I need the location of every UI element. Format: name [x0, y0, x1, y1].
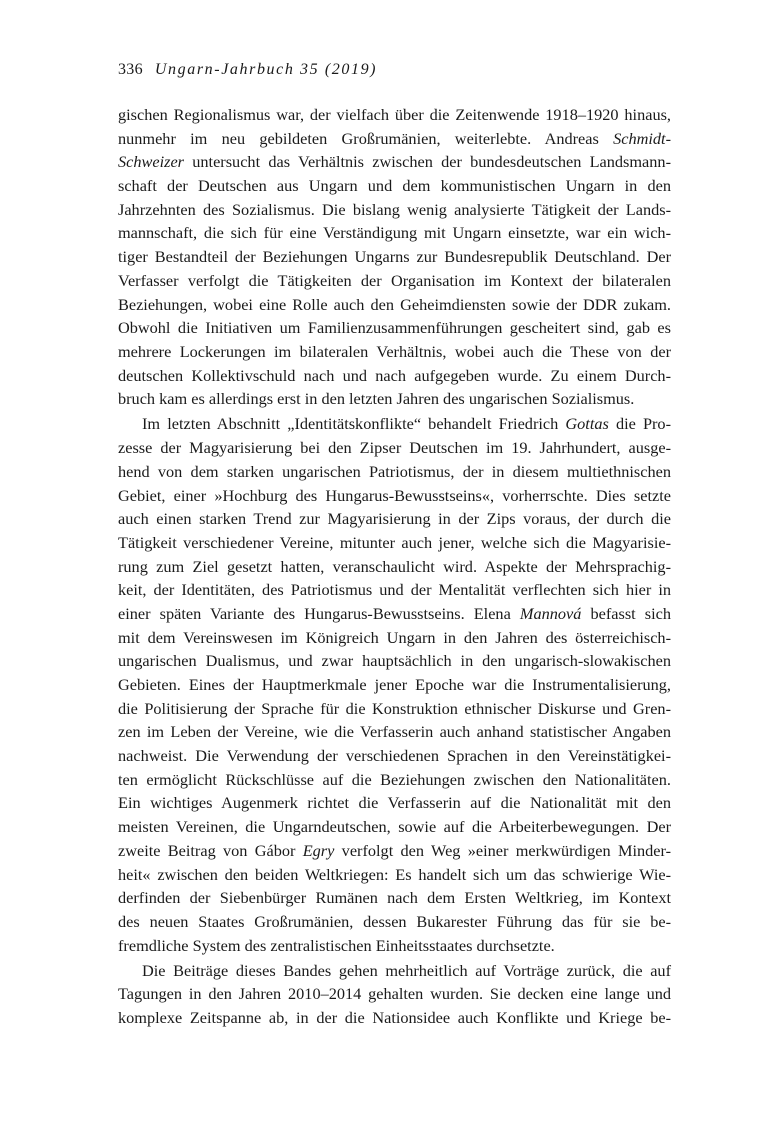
text-line: ten ermöglicht Rückschlüsse auf die Beziehungen zwischen den Nationalitäten.	[118, 769, 671, 789]
text-line: Ein wichtiges Augenmerk richtet die Verfasserin auf die Nationalität mit den	[118, 793, 671, 813]
text-line: des neuen Staates Großrumänien, dessen Bukarester Führung das für sie be-	[118, 911, 671, 931]
text-line: derfinden der Siebenbürger Rumänen nach dem Ersten Weltkrieg, im Kontext	[118, 888, 671, 908]
author-name: Gottas	[565, 414, 609, 434]
text-line: nachweist. Die Verwendung der verschiedenen Sprachen in den Vereinstätigkei-	[118, 746, 671, 766]
text-line: mehrere Lockerungen im bilateralen Verhältnis, wobei auch die These von der	[118, 341, 671, 361]
text-line: Die Beiträge dieses Bandes gehen mehrheitlich auf Vorträge zurück, die auf	[142, 960, 671, 980]
text-line: einer späten Variante des Hungarus-Bewusstseins. Elena Mannová befasst sich	[118, 603, 671, 623]
text-line: ungarischen Dualismus, und zwar hauptsächlich in den ungarisch-slowakischen	[118, 651, 671, 671]
text-line: mit dem Vereinswesen im Königreich Ungarn in den Jahren des österreichisch-	[118, 627, 671, 647]
paragraph	[118, 959, 671, 1030]
text-line: zesse der Magyarisierung bei den Zipser Deutschen im 19. Jahrhundert, ausge-	[118, 438, 671, 458]
text-line: rung zum Ziel gesetzt hatten, veranschaulicht wird. Aspekte der Mehrsprachig-	[118, 556, 671, 576]
text-line: mannschaft, die sich für eine Verständigung mit Ungarn einsetzte, war ein wich-	[118, 223, 671, 243]
text-line: Jahrzehnten des Sozialismus. Die bislang wenig analysierte Tätigkeit der Lands-	[118, 199, 671, 219]
text-line: tiger Bestandteil der Beziehungen Ungarns zur Bundesrepublik Deutschland. Der	[118, 247, 671, 267]
paragraph	[118, 103, 671, 411]
running-head	[118, 58, 678, 82]
author-name: Egry	[302, 840, 335, 860]
text-line: zweite Beitrag von Gábor Egry verfolgt den Weg »einer merkwürdigen Minder-	[118, 840, 671, 860]
paragraph	[118, 412, 671, 957]
author-name: Schweizer	[118, 152, 185, 172]
text-line: komplexe Zeitspanne ab, in der die Nationsidee auch Konflikte und Kriege be-	[118, 1008, 671, 1028]
text-line: gischen Regionalismus war, der vielfach über die Zeitenwende 1918–1920 hinaus,	[118, 105, 671, 124]
text-line: auch einen starken Trend zur Magyarisierung in der Zips voraus, der durch die	[118, 509, 671, 529]
text-line: hend von dem starken ungarischen Patriotismus, der in diesem multiethnischen	[118, 461, 671, 481]
text-line: Obwohl die Initiativen um Familienzusammenführungen gescheitert sind, gab es	[118, 318, 671, 338]
text-line: Im letzten Abschnitt „Identitätskonflikte“ behandelt Friedrich Gottas die Pro-	[142, 414, 671, 434]
text-line: nunmehr im neu gebildeten Großrumänien, weiterlebte. Andreas Schmidt-	[118, 128, 671, 148]
author-name: Schmidt-	[613, 128, 671, 148]
text-line: deutschen Kollektivschuld nach und nach aufgegeben wurde. Zu einem Durch-	[118, 365, 671, 385]
journal-title: Ungarn-Jahrbuch 35 (2019)	[154, 61, 378, 78]
text-line: schaft der Deutschen aus Ungarn und dem kommunistischen Ungarn in den	[118, 176, 671, 196]
text-line: Tätigkeit verschiedener Vereine, mitunter auch jener, welche sich die Magyarisie-	[118, 532, 671, 552]
text-line: meisten Vereinen, die Ungarndeutschen, sowie auf die Arbeiterbewegungen. Der	[118, 817, 671, 837]
text-line: keit, der Identitäten, des Patriotismus und der Mentalität verflechten sich hier in	[118, 580, 671, 600]
body-text	[118, 103, 671, 1030]
text-line: zen im Leben der Vereine, wie die Verfasserin auch anhand statistischer Angaben	[118, 722, 671, 742]
text-line: Beziehungen, wobei eine Rolle auch den Geheimdiensten sowie der DDR zukam.	[118, 294, 671, 314]
text-line: bruch kam es allerdings erst in den letzten Jahren des ungarischen Sozialismus.	[118, 389, 635, 409]
text-line: fremdliche System des zentralistischen Einheitsstaates durchsetzte.	[118, 935, 555, 955]
text-line: die Politisierung der Sprache für die Konstruktion ethnischer Diskurse und Gren-	[118, 698, 671, 718]
text-line: Gebieten. Eines der Hauptmerkmale jener Epoche war die Instrumentalisierung,	[118, 675, 671, 694]
text-line: Tagungen in den Jahren 2010–2014 gehalten wurden. Sie decken eine lange und	[118, 984, 671, 1004]
text-line: Verfasser verfolgt die Tätigkeiten der Organisation im Kontext der bilateralen	[118, 270, 671, 290]
text-line: heit« zwischen den beiden Weltkriegen: Es handelt sich um das schwierige Wie-	[118, 864, 671, 884]
page-number: 336	[118, 61, 143, 78]
text-line: Schweizer untersucht das Verhältnis zwischen der bundesdeutschen Landsmann-	[118, 152, 671, 172]
author-name: Mannová	[519, 603, 582, 623]
text-line: Gebiet, einer »Hochburg des Hungarus-Bewusstseins«, vorherrschte. Dies setzte	[118, 485, 671, 505]
